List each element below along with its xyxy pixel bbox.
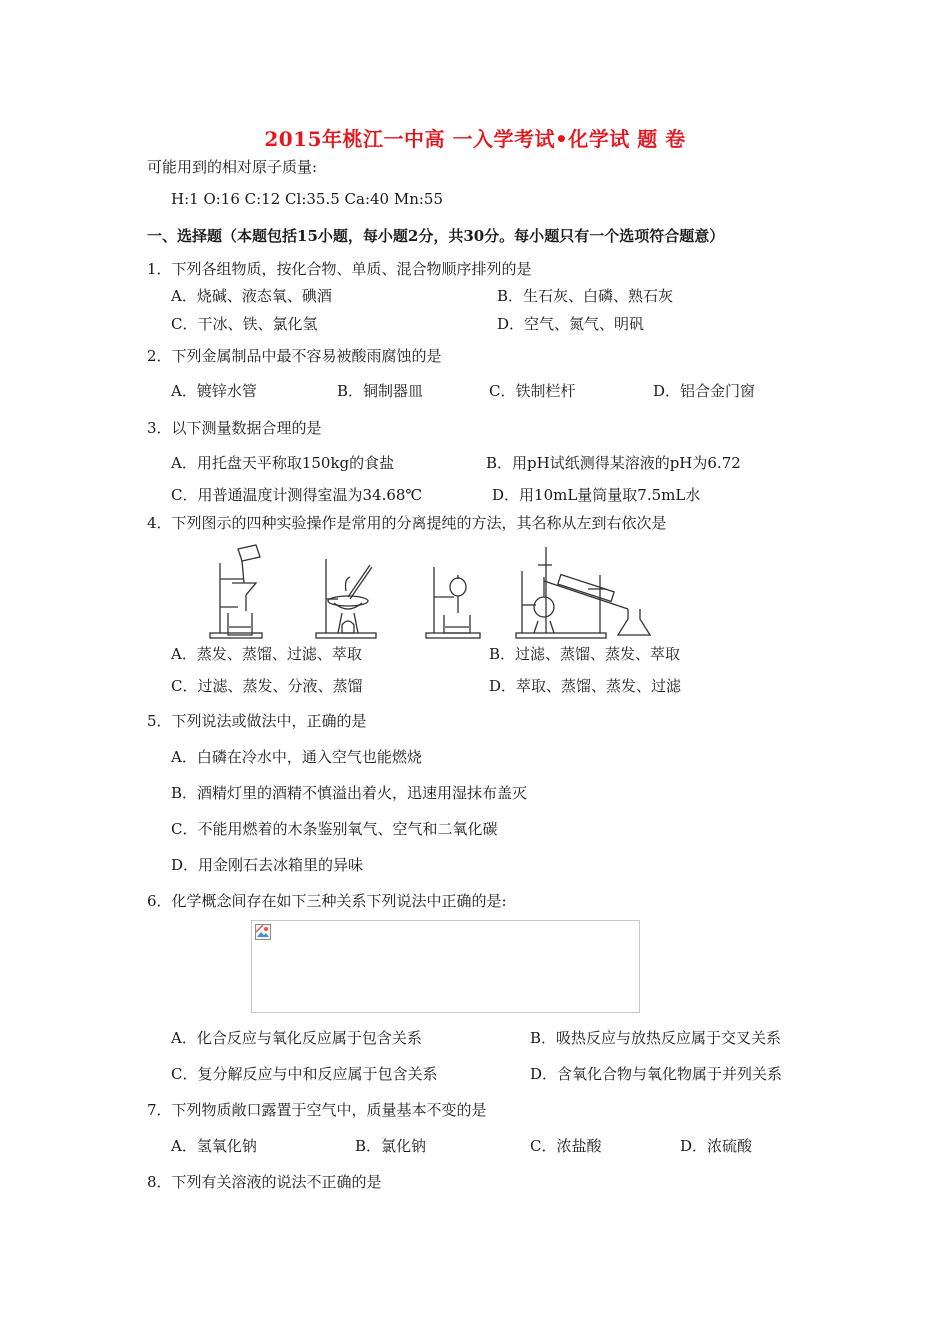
question-1-option-a: A．烧碱、液态氧、碘酒 [171,287,332,305]
question-5-option-d: D．用金刚石去冰箱里的异味 [171,856,364,874]
missing-figure-box [251,920,640,1013]
broken-image-icon [255,924,271,940]
question-5-option-c: C．不能用燃着的木条鉴别氧气、空气和二氧化碳 [171,820,498,838]
question-7-option-b: B．氯化钠 [355,1137,427,1155]
section-heading: 一、选择题（本题包括15小题，每小题2分，共30分。每小题只有一个选项符合题意） [147,227,725,245]
question-2-option-c: C．铁制栏杆 [489,382,576,400]
question-7-stem: 7．下列物质敞口露置于空气中，质量基本不变的是 [147,1101,487,1119]
question-2-option-a: A．镀锌水管 [171,382,257,400]
question-7-option-a: A．氢氧化钠 [171,1137,257,1155]
question-1-option-d: D．空气、氮气、明矾 [497,315,645,333]
question-5-stem: 5．下列说法或做法中，正确的是 [147,712,367,730]
question-1-option-c: C．干冰、铁、氯化氢 [171,315,318,333]
page-title: 2015年桃江一中高 一入学考试•化学试 题 卷 [264,127,686,151]
question-4-option-d: D．萃取、蒸馏、蒸发、过滤 [489,677,682,695]
question-6-option-b: B．吸热反应与放热反应属于交叉关系 [530,1029,782,1047]
question-6-stem: 6．化学概念间存在如下三种关系下列说法中正确的是: [147,892,507,910]
question-3-option-c: C．用普通温度计测得室温为34.68℃ [171,486,423,504]
question-8-stem: 8．下列有关溶液的说法不正确的是 [147,1173,382,1191]
question-6-option-d: D．含氧化合物与氧化物属于并列关系 [530,1065,783,1083]
question-1-stem: 1．下列各组物质，按化合物、单质、混合物顺序排列的是 [147,260,532,278]
question-5-option-b: B．酒精灯里的酒精不慎溢出着火，迅速用湿抹布盖灭 [171,784,528,802]
question-3-option-a: A．用托盘天平称取150kg的食盐 [171,454,395,472]
question-4-option-b: B．过滤、蒸馏、蒸发、萃取 [489,645,681,663]
question-3-option-b: B．用pH试纸测得某溶液的pH为6.72 [486,454,741,472]
question-3-option-d: D．用10mL量筒量取7.5mL水 [492,486,701,504]
lab-apparatus-figure [208,543,678,641]
question-3-stem: 3．以下测量数据合理的是 [147,419,322,437]
question-6-option-c: C．复分解反应与中和反应属于包含关系 [171,1065,438,1083]
intro-text: 可能用到的相对原子质量: [147,158,318,176]
question-4-option-a: A．蒸发、蒸馏、过滤、萃取 [171,645,362,663]
question-7-option-d: D．浓硫酸 [680,1137,753,1155]
question-4-stem: 4．下列图示的四种实验操作是常用的分离提纯的方法，其名称从左到右依次是 [147,514,667,532]
question-2-option-d: D．铝合金门窗 [653,382,756,400]
question-2-option-b: B．铜制器皿 [337,382,424,400]
question-7-option-c: C．浓盐酸 [530,1137,602,1155]
question-6-option-a: A．化合反应与氧化反应属于包含关系 [171,1029,422,1047]
question-2-stem: 2．下列金属制品中最不容易被酸雨腐蚀的是 [147,347,442,365]
question-5-option-a: A．白磷在冷水中，通入空气也能燃烧 [171,748,422,766]
question-1-option-b: B．生石灰、白磷、熟石灰 [497,287,674,305]
question-4-option-c: C．过滤、蒸发、分液、蒸馏 [171,677,363,695]
atomic-masses: H:1 O:16 C:12 Cl:35.5 Ca:40 Mn:55 [171,190,444,208]
